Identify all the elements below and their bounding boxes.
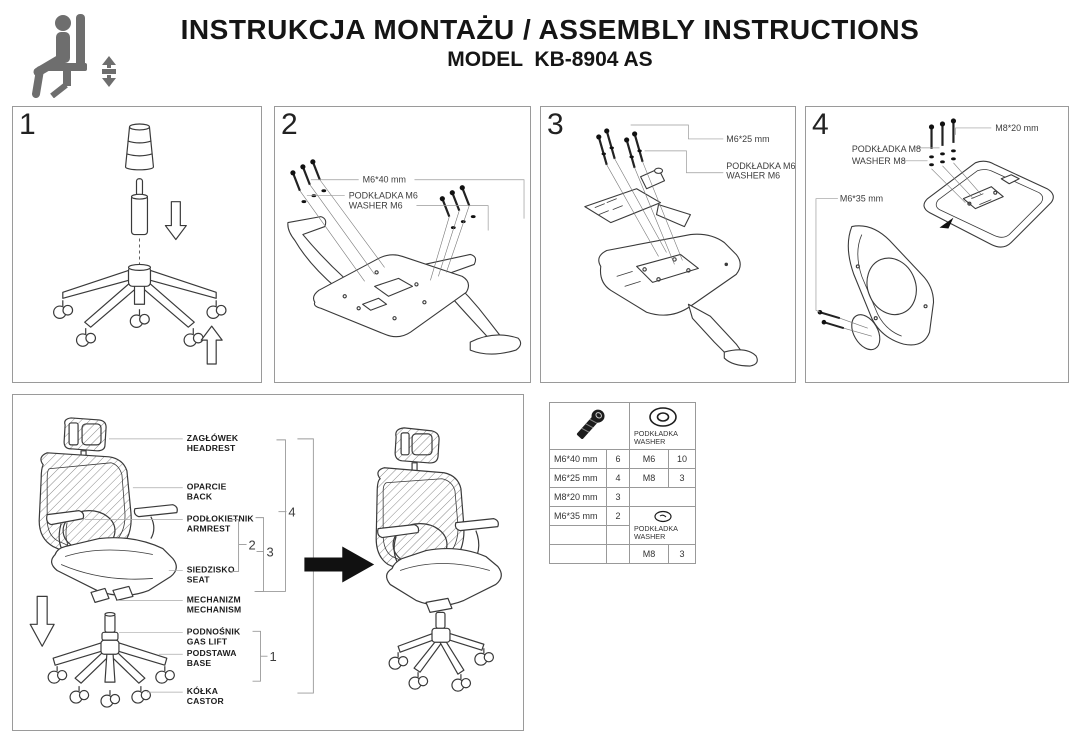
washer-size-cell: M8 bbox=[630, 469, 669, 488]
washer-label-en: WASHER M8 bbox=[851, 155, 906, 166]
label-gaslift-en: GAS LIFT bbox=[186, 636, 228, 647]
label-base-en: BASE bbox=[186, 658, 212, 669]
parts-diagram-drawing bbox=[13, 395, 523, 730]
parts-table bbox=[549, 402, 696, 564]
screw-size-cell: M6*25 mm bbox=[550, 469, 607, 488]
step-3-drawing bbox=[541, 107, 795, 382]
step-number-3: 3 bbox=[547, 108, 564, 141]
washer-icon bbox=[646, 406, 680, 428]
washer-label-pl: PODKŁADKA M6 bbox=[726, 160, 795, 171]
washer2-header: PODKŁADKA WASHER bbox=[634, 524, 678, 541]
group-number-1: 1 bbox=[269, 649, 277, 665]
page-title: INSTRUKCJA MONTAŻU / ASSEMBLY INSTRUCTIONS bbox=[180, 14, 920, 45]
washer-qty-cell: 10 bbox=[669, 450, 696, 469]
spring-washer-icon bbox=[652, 510, 674, 523]
step-4-drawing bbox=[806, 107, 1068, 382]
group-number-2: 2 bbox=[248, 537, 256, 553]
group-number-4: 4 bbox=[288, 504, 296, 520]
parts-overview-panel bbox=[12, 394, 524, 731]
step-panel-1 bbox=[12, 106, 262, 383]
assembly-result-arrow-icon bbox=[304, 547, 374, 583]
step-2-drawing bbox=[275, 107, 530, 382]
part-labels bbox=[187, 432, 255, 706]
empty-cell bbox=[630, 488, 696, 507]
step-number-1: 1 bbox=[19, 108, 36, 141]
step-panel-2 bbox=[274, 106, 531, 383]
washer2-size-cell: M8 bbox=[630, 545, 669, 564]
screw-qty-cell: 2 bbox=[607, 507, 630, 526]
washer-label-pl: PODKŁADKA M6 bbox=[348, 190, 418, 201]
step-panel-4 bbox=[805, 106, 1069, 383]
table-row bbox=[550, 469, 696, 488]
label-seat-pl: SIEDZISKO bbox=[186, 564, 235, 575]
empty-cell bbox=[550, 526, 607, 545]
step-number-4: 4 bbox=[812, 108, 829, 141]
label-castor-en: CASTOR bbox=[186, 696, 224, 707]
table-row bbox=[550, 488, 696, 507]
screw-size-cell: M6*35 mm bbox=[550, 507, 607, 526]
label-back-en: BACK bbox=[186, 491, 213, 502]
label-armrest-en: ARMREST bbox=[186, 523, 231, 534]
screw-size-label: M6*40 mm bbox=[362, 174, 406, 185]
screw-size-cell: M6*40 mm bbox=[550, 450, 607, 469]
group-number-3: 3 bbox=[266, 544, 274, 560]
washer-label-en: WASHER M6 bbox=[726, 170, 781, 181]
label-back-pl: OPARCIE bbox=[186, 481, 227, 492]
table-row bbox=[550, 507, 696, 526]
table-row bbox=[550, 545, 696, 564]
screw-qty-cell: 3 bbox=[607, 488, 630, 507]
washer2-header-cell bbox=[630, 507, 696, 545]
label-mechanism-en: MECHANISM bbox=[186, 604, 242, 615]
screw-qty-cell: 6 bbox=[607, 450, 630, 469]
step-number-2: 2 bbox=[281, 108, 298, 141]
table-row bbox=[550, 450, 696, 469]
screw-size-cell: M8*20 mm bbox=[550, 488, 607, 507]
label-gaslift-pl: PODNOŚNIK bbox=[186, 626, 241, 637]
label-headrest-pl: ZAGŁÓWEK bbox=[186, 432, 239, 443]
label-armrest-pl: PODŁOKIETNIK bbox=[186, 513, 254, 524]
label-castor-pl: KÓŁKA bbox=[186, 686, 219, 697]
screw2-size-label: M6*35 mm bbox=[839, 193, 884, 204]
washer-label-en: WASHER M6 bbox=[348, 200, 403, 211]
empty-cell bbox=[607, 526, 630, 545]
label-headrest-en: HEADREST bbox=[186, 442, 236, 453]
label-mechanism-pl: MECHANIZM bbox=[186, 594, 241, 605]
screw-qty-cell: 4 bbox=[607, 469, 630, 488]
washer-size-cell: M6 bbox=[630, 450, 669, 469]
label-seat-en: SEAT bbox=[186, 574, 210, 585]
screw-size-label: M8*20 mm bbox=[995, 122, 1039, 133]
washer-header: PODKŁADKA WASHER bbox=[634, 429, 678, 446]
label-base-pl: PODSTAWA bbox=[186, 648, 237, 659]
step-panel-3 bbox=[540, 106, 796, 383]
screw-size-label: M6*25 mm bbox=[726, 133, 770, 144]
bolt-icon bbox=[568, 405, 612, 445]
washer-qty-cell: 3 bbox=[669, 469, 696, 488]
model-subtitle: MODEL KB-8904 AS bbox=[447, 48, 653, 71]
empty-cell bbox=[607, 545, 630, 564]
washer2-qty-cell: 3 bbox=[669, 545, 696, 564]
washer-label-pl: PODKŁADKA M8 bbox=[851, 143, 921, 154]
empty-cell bbox=[550, 545, 607, 564]
step-1-drawing bbox=[13, 107, 261, 382]
assembled-chair-drawing bbox=[376, 428, 501, 691]
